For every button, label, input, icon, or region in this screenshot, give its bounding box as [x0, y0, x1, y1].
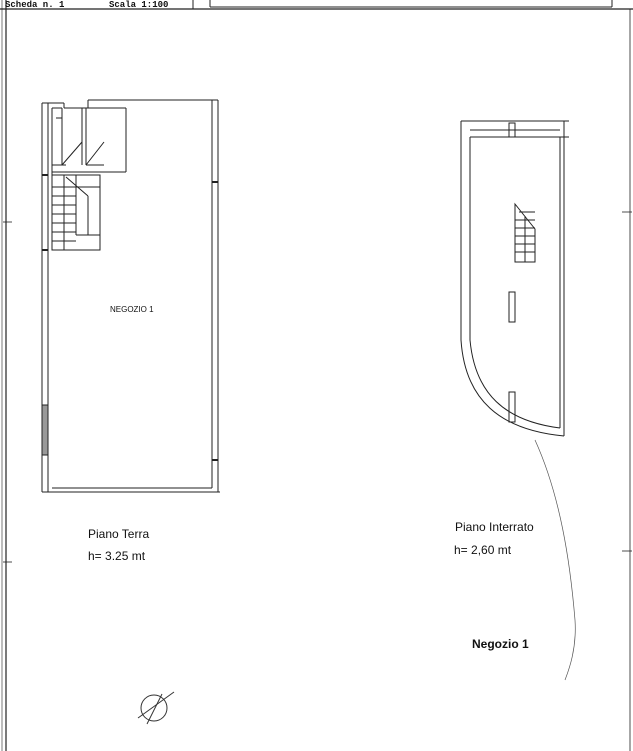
- basement-height: h= 2,60 mt: [454, 543, 512, 557]
- basement-plan: [461, 121, 575, 680]
- ground-floor-plan: [42, 100, 220, 492]
- sheet-number: Scheda n. 1: [5, 0, 65, 10]
- unit-label: Negozio 1: [472, 637, 529, 651]
- north-arrow-icon: [138, 692, 174, 724]
- basement-title: Piano Interrato: [455, 520, 534, 534]
- ground-floor-title: Piano Terra: [88, 527, 150, 541]
- scale-label: Scala 1:100: [109, 0, 169, 10]
- ground-floor-height: h= 3.25 mt: [88, 549, 146, 563]
- room-label-negozio: NEGOZIO 1: [110, 305, 154, 314]
